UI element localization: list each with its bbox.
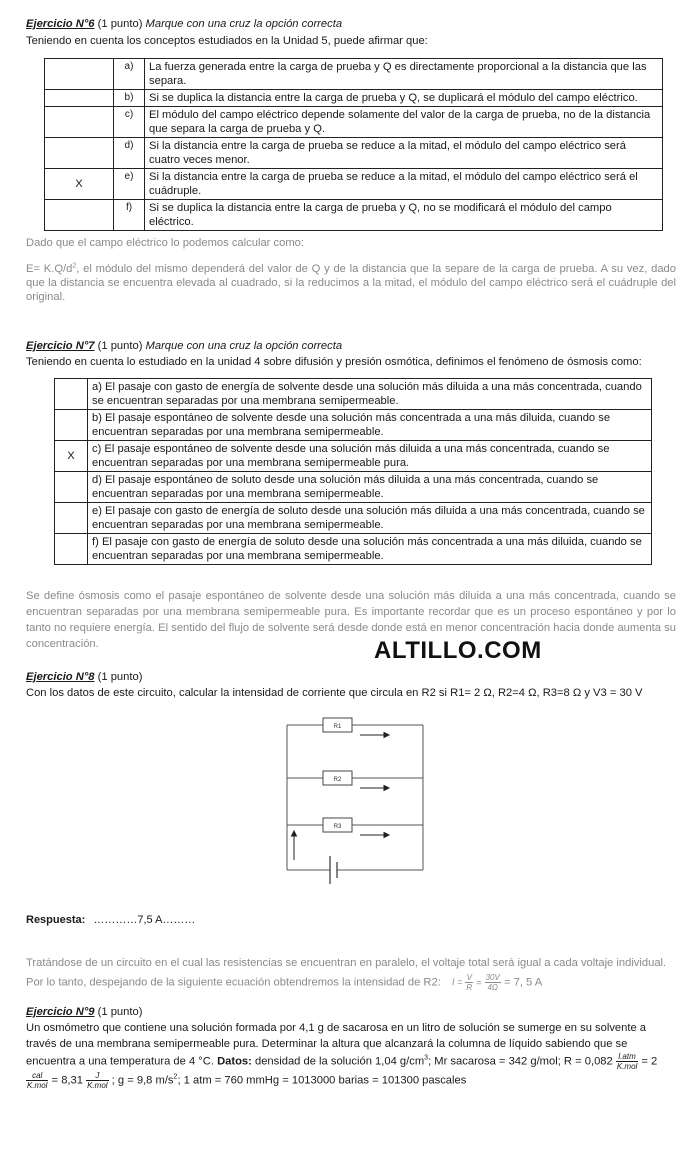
e6-answer-intro: Dado que el campo eléctrico lo podemos calcular como: xyxy=(26,237,304,249)
table-row xyxy=(45,200,663,231)
table-row xyxy=(55,503,652,534)
table-row xyxy=(55,379,652,410)
circuit-diagram xyxy=(280,710,430,890)
option-letter: d) xyxy=(114,138,145,169)
arrow-r2-head xyxy=(384,786,389,791)
e8-statement: Con los datos de este circuito, calcular la intensidad de corriente que circula en R2 si R1= 2 Ω, R2=4 Ω, R3=8 Ω y V3 = 30 V xyxy=(26,687,643,699)
table-row xyxy=(45,59,663,90)
resistor-r1-label: R1 xyxy=(333,724,342,730)
option-text: b) El pasaje espontáneo de solvente desde una solución más concentrada a una más diluida, cuando se encuentran separadas por una membrana semipermeable. xyxy=(88,410,652,441)
e8-answer-label: Respuesta: xyxy=(26,914,86,926)
e7-points: (1 punto) xyxy=(94,340,146,352)
e8-eq-equals: = xyxy=(476,977,482,988)
arrow-r3-head xyxy=(384,833,389,838)
e8-answer-value: …………7,5 A……… xyxy=(93,914,196,926)
table-row xyxy=(55,410,652,441)
e9-sup-2: 2 xyxy=(173,1073,178,1081)
option-mark[interactable]: X xyxy=(55,441,88,472)
table-row xyxy=(45,107,663,138)
e8-eq-frac2 xyxy=(485,973,501,992)
e8-answer xyxy=(26,913,426,927)
e9-datos-label: Datos: xyxy=(217,1055,252,1068)
table-row xyxy=(55,441,652,472)
e6-title: Ejercicio N°6 xyxy=(26,18,95,30)
e9-frac1-num: l.atm xyxy=(616,1052,638,1062)
e9-frac2 xyxy=(26,1071,48,1090)
option-mark[interactable] xyxy=(55,472,88,503)
e7-answer: Se define ósmosis como el pasaje espontáneo de solvente desde una solución más diluida a una más concentrada, cuando se encuentran separadas por una membrana semipermeable pura. Es importante recordar que es un proceso espontáneo y por lo tanto no requiere energía. El sentido del flujo de solvente será desde donde está en menor concentración hacia donde aumenta su concentración. xyxy=(26,590,676,650)
option-letter: e) xyxy=(114,169,145,200)
e8-heading xyxy=(26,670,676,684)
table-row xyxy=(45,138,663,169)
e8-eq-frac1 xyxy=(465,973,473,992)
option-mark[interactable] xyxy=(55,503,88,534)
e8-explanation-1: Tratándose de un circuito en el cual las resistencias se encuentran en paralelo, el voltaje total será igual a cada voltaje individual. xyxy=(26,957,667,969)
e9-text-6: ; g = 9,8 m/s xyxy=(108,1074,174,1087)
option-text: d) El pasaje espontáneo de soluto desde una solución más diluida a una más concentrada, cuando se encuentran separadas por una membrana semipermeable. xyxy=(88,472,652,503)
table-row xyxy=(55,472,652,503)
table-row xyxy=(55,534,652,565)
option-mark[interactable] xyxy=(45,90,114,107)
e7-title: Ejercicio N°7 xyxy=(26,340,95,352)
e9-points: (1 punto) xyxy=(94,1006,143,1018)
e6-intro: Teniendo en cuenta los conceptos estudiados en la Unidad 5, puede afirmar que: xyxy=(26,35,428,47)
option-mark[interactable] xyxy=(55,534,88,565)
e9-heading xyxy=(26,1005,676,1019)
option-text: f) El pasaje con gasto de energía de soluto desde una solución más concentrada a una más diluida, cuando se encuentran separadas por una membrana semipermeable. xyxy=(88,534,652,565)
option-letter: f) xyxy=(114,200,145,231)
option-letter: a) xyxy=(114,59,145,90)
option-text: El módulo del campo eléctrico depende solamente del valor de la carga de prueba, no de la distancia que separa la carga de prueba y Q. xyxy=(145,107,663,138)
table-row xyxy=(45,90,663,107)
option-mark[interactable] xyxy=(55,379,88,410)
arrow-up-head xyxy=(292,831,297,836)
e6-formula-exponent: 2 xyxy=(72,262,77,270)
e9-frac3-num: J xyxy=(86,1071,108,1081)
e6-heading xyxy=(26,17,676,31)
e7-instruction: Marque con una cruz la opción correcta xyxy=(145,340,343,352)
e9-frac2-num: cal xyxy=(26,1071,48,1081)
option-mark[interactable] xyxy=(45,107,114,138)
e8-eq-lhs: I = xyxy=(451,977,463,988)
option-text: Si se duplica la distancia entre la carga de prueba y Q, no se modificará el módulo del campo eléctrico. xyxy=(145,200,663,231)
e9-sup-3: 3 xyxy=(424,1054,429,1062)
e7-options-table xyxy=(54,378,652,565)
option-mark[interactable] xyxy=(45,59,114,90)
option-text: Si la distancia entre la carga de prueba se reduce a la mitad, el módulo del campo eléctrico será el cuádruple. xyxy=(145,169,663,200)
table-row xyxy=(45,169,663,200)
e6-instruction: Marque con una cruz la opción correcta xyxy=(145,18,343,30)
e9-title: Ejercicio N°9 xyxy=(26,1006,95,1018)
e8-eq-den1: R xyxy=(466,983,473,992)
e9-frac2-den: K.mol xyxy=(27,1081,48,1090)
option-text: e) El pasaje con gasto de energía de soluto desde una solución más diluida a una más concentrada, cuando se encuentran separadas por una membrana semipermeable. xyxy=(88,503,652,534)
e9-frac3-den: K.mol xyxy=(87,1081,108,1090)
e8-title: Ejercicio N°8 xyxy=(26,671,95,683)
resistor-r2-label: R2 xyxy=(333,777,342,783)
option-mark[interactable]: X xyxy=(45,169,114,200)
e8-eq-result: = 7, 5 A xyxy=(503,976,543,989)
option-text: c) El pasaje espontáneo de solvente desde una solución más diluida a una más concentrada, cuando se encuentran separadas por una membrana semipermeable pura. xyxy=(88,441,652,472)
option-mark[interactable] xyxy=(45,138,114,169)
e7-heading xyxy=(26,339,676,353)
e6-points: (1 punto) xyxy=(94,18,146,30)
e6-answer-text xyxy=(26,262,676,304)
e8-explanation-2-text: Por lo tanto, despejando de la siguiente ecuación obtendremos la intensidad de R2: xyxy=(26,976,441,989)
e8-eq-num2: 30V xyxy=(485,973,500,982)
e9-text-5: = 8,31 xyxy=(48,1074,87,1087)
e9-statement xyxy=(26,1020,676,1090)
option-text: a) El pasaje con gasto de energía de solvente desde una solución más diluida a una más concentrada, cuando se encuentran separadas por una membrana semipermeable. xyxy=(88,379,652,410)
e8-explanation-2 xyxy=(26,973,686,992)
e8-eq-num1: V xyxy=(466,973,472,982)
option-text: Si la distancia entre la carga de prueba se reduce a la mitad, el módulo del campo eléctrico será cuatro veces menor. xyxy=(145,138,663,169)
option-text: Si se duplica la distancia entre la carga de prueba y Q, se duplicará el módulo del campo eléctrico. xyxy=(145,90,663,107)
arrow-r1-head xyxy=(384,733,389,738)
watermark-logo: ALTILLO.COM xyxy=(374,637,542,664)
e7-intro: Teniendo en cuenta lo estudiado en la unidad 4 sobre difusión y presión osmótica, definimos el fenómeno de ósmosis como: xyxy=(26,356,642,368)
e6-formula: E= K.Q/d xyxy=(26,263,73,275)
option-text: La fuerza generada entre la carga de prueba y Q es directamente proporcional a la distancia que las separa. xyxy=(145,59,663,90)
resistor-r3-label: R3 xyxy=(333,824,342,830)
option-letter: b) xyxy=(114,90,145,107)
e8-eq-den2: 4Ω xyxy=(487,983,498,992)
e9-frac1-den: K.mol xyxy=(616,1062,638,1071)
option-mark[interactable] xyxy=(45,200,114,231)
e6-options-table xyxy=(44,58,663,231)
option-letter: c) xyxy=(114,107,145,138)
e9-text-7: ; 1 atm = 760 mmHg = 1013000 barias = 101300 pascales xyxy=(177,1074,467,1087)
e8-points: (1 punto) xyxy=(94,671,143,683)
e9-frac3 xyxy=(86,1071,108,1090)
option-mark[interactable] xyxy=(55,410,88,441)
e6-answer-rest: , el módulo del mismo dependerá del valor de Q y de la distancia que la separe de la carga de prueba. A su vez, dado que la distancia se encuentra elevada al cuadrado, si la reducimos a la mitad, el módulo del campo eléctrico será el cuádruple del original. xyxy=(26,263,676,303)
e9-text-1: Un osmómetro que contiene una solución formada por 4,1 g de sacarosa en un litro de solución se sumerge en su solvente a través de una membrana semipermeable pura. Determinar la altura que alcanzará la columna de líquido sabiendo que se encuentra a una temperatura de 4 °C. xyxy=(26,1022,647,1068)
e9-text-2: densidad de la solución 1,04 g/cm xyxy=(251,1055,425,1068)
e9-text-3: ; Mr sacarosa = 342 g/mol; R = 0,082 xyxy=(428,1055,616,1068)
e9-text-4: = 2 xyxy=(638,1055,658,1068)
e9-frac1 xyxy=(616,1052,638,1071)
